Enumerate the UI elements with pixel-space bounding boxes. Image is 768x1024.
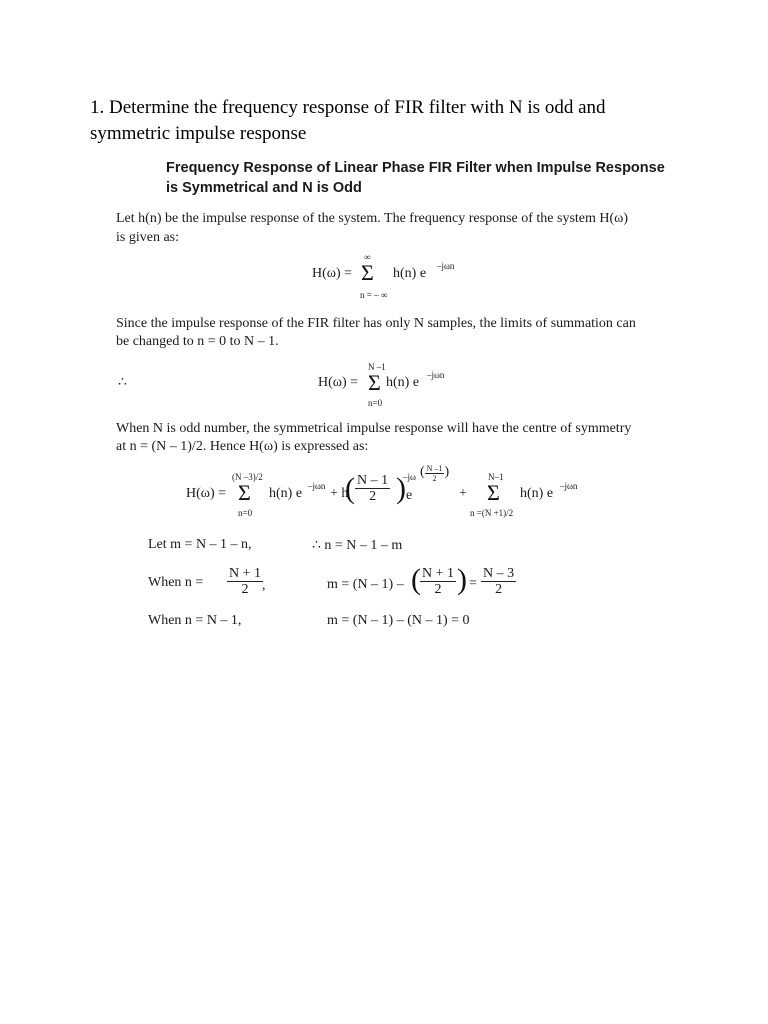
eq3-fraction	[355, 473, 390, 504]
section-heading-line-2: is Symmetrical and N is Odd	[166, 180, 362, 196]
substitution-m-equals-zero: m = (N – 1) – (N – 1) = 0	[327, 613, 470, 628]
when-n-label: When n =	[148, 575, 204, 590]
eq3-exp2-prefix: –jω	[403, 472, 416, 482]
m-denominator: 2	[434, 582, 442, 597]
eq2-term: h(n) e	[386, 375, 420, 390]
eq2-lhs: H(ω) =	[318, 375, 359, 390]
eq3-lower-limit-1: n=0	[238, 508, 253, 518]
eq1-sigma: Σ	[361, 260, 374, 285]
therefore-symbol: ∴	[118, 375, 127, 390]
paragraph-1-line-2: is given as:	[116, 230, 179, 245]
eq1-exponent: –jωn	[437, 261, 455, 271]
eq2-lower-limit: n=0	[368, 398, 383, 408]
eq3-left-paren: (	[345, 472, 355, 505]
question-line-1: 1. Determine the frequency response of FIR filter with N is odd and	[90, 97, 606, 118]
eq3-exp2-fraction: ( $\frac{N -1}{2}$ )	[420, 464, 450, 483]
eq3-lhs: H(ω) =	[186, 486, 227, 501]
eq2-exponent: –jωn	[427, 370, 445, 380]
eq3-sigma-1: Σ	[238, 480, 251, 505]
question-line-2: symmetric impulse response	[90, 123, 307, 144]
eq2-upper-limit: N –1	[368, 362, 386, 372]
eq3-lower-limit-2: n =(N +1)/2	[470, 508, 514, 518]
m-result-numerator: N – 3	[483, 566, 515, 581]
eq3-upper-limit-1: (N –3)/2	[232, 472, 263, 482]
m-left-paren: (	[411, 563, 421, 596]
eq3-exp2-numerator: N –1	[426, 464, 443, 473]
paragraph-2-line-1: Since the impulse response of the FIR filter has only N samples, the limits of summation can	[116, 316, 636, 331]
paragraph-3-line-2: at n = (N – 1)/2. Hence H(ω) is expressed as:	[116, 439, 369, 454]
m-fraction	[420, 566, 456, 597]
eq3-e: e	[406, 488, 413, 503]
substitution-when-n-n-minus-1: When n = N – 1,	[148, 613, 242, 628]
m-equals-sign: =	[469, 576, 477, 591]
eq3-exponent-3: –jωn	[560, 481, 578, 491]
eq3-frac-denominator: 2	[369, 489, 377, 504]
eq3-upper-limit-2: N–1	[488, 472, 504, 482]
eq3-plus-2: +	[459, 486, 467, 501]
m-numerator: N + 1	[422, 566, 455, 581]
m-result-denominator: 2	[495, 582, 503, 597]
eq3-right-paren: )	[396, 472, 406, 505]
section-heading-line-1: Frequency Response of Linear Phase FIR Filter when Impulse Response	[166, 160, 665, 176]
eq3-exponent-1: –jωn	[308, 481, 326, 491]
when-n-fraction	[227, 566, 263, 597]
eq3-exp2-denominator: 2	[432, 474, 437, 483]
when-n-denominator: 2	[241, 582, 249, 597]
eq1-lhs: H(ω) =	[312, 266, 353, 281]
eq3-sigma-2: Σ	[487, 480, 500, 505]
eq1-upper-limit: ∞	[364, 252, 371, 262]
eq3-frac-numerator: N – 1	[357, 473, 389, 488]
eq3-term-1: h(n) e	[269, 486, 303, 501]
m-result-fraction	[481, 566, 516, 597]
substitution-n-equals: ∴ n = N – 1 – m	[312, 538, 403, 553]
paragraph-3-line-1: When N is odd number, the symmetrical impulse response will have the centre of symmetry	[116, 421, 632, 436]
eq3-plus-h: + h	[330, 486, 349, 501]
m-right-paren: )	[457, 563, 467, 596]
eq1-term: h(n) e	[393, 266, 427, 281]
paragraph-1-line-1: Let h(n) be the impulse response of the system. The frequency response of the system H(ω)	[116, 211, 629, 226]
when-n-comma: ,	[262, 578, 266, 593]
m-equals-expression: m = (N – 1) –	[327, 577, 404, 592]
eq1-lower-limit: n = – ∞	[360, 290, 388, 300]
substitution-let-m: Let m = N – 1 – n,	[148, 537, 252, 552]
when-n-numerator: N + 1	[229, 566, 262, 581]
paragraph-2-line-2: be changed to n = 0 to N – 1.	[116, 334, 279, 349]
eq2-sigma: Σ	[368, 370, 381, 395]
eq3-term-2: h(n) e	[520, 486, 554, 501]
